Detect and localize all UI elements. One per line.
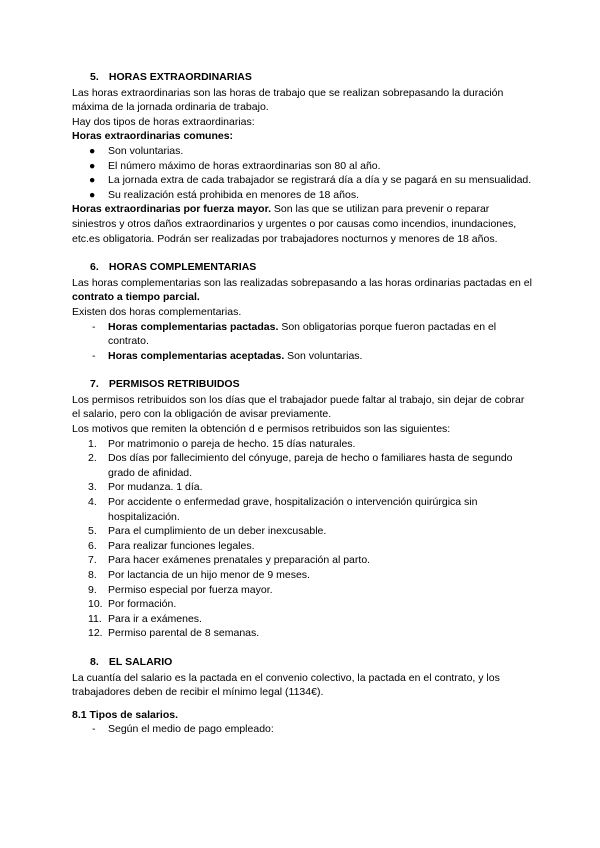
section-5-fuerza-mayor-paragraph	[72, 202, 532, 246]
list-item: 7. Para hacer exámenes prenatales y preparación al parto.	[88, 554, 371, 567]
section-6-heading	[72, 260, 532, 275]
dash-icon: -	[92, 320, 96, 333]
section-5-subheading-comunes: Horas extraordinarias comunes:	[72, 130, 234, 143]
section-8-heading	[72, 655, 532, 670]
list-item: 2. Dos días por fallecimiento del cónyuge, pareja de hecho o familiares hasta de segundo grado de afinidad.	[88, 452, 513, 479]
list-item: 5. Para el cumplimiento de un deber inexcusable.	[88, 525, 327, 538]
section-5-title: HORAS EXTRAORDINARIAS	[108, 71, 252, 83]
bullet-icon: ●	[89, 174, 96, 187]
dash-icon: -	[92, 349, 96, 362]
bullet-icon: ●	[89, 188, 96, 201]
bullet-icon: ●	[89, 144, 96, 157]
list-item: 9. Permiso especial por fuerza mayor.	[88, 583, 273, 596]
section-8-number: 8.	[90, 655, 99, 668]
section-5-heading	[72, 70, 532, 85]
list-item: - Horas complementarias pactadas. Son obligatorias porque fueron pactadas en el contrato.	[92, 320, 497, 348]
list-item: 10. Por formación.	[88, 598, 177, 611]
section-7-heading	[72, 377, 532, 392]
section-6-dash-list	[72, 320, 532, 364]
section-5-number: 5.	[90, 71, 99, 83]
section-7-paragraph-1: Los permisos retribuidos son los días que el trabajador puede faltar al trabajo, sin dejar de cobrar el salario, pero con la obligación de avisar previamente.	[72, 393, 525, 421]
list-item: 12. Permiso parental de 8 semanas.	[88, 627, 260, 640]
section-6-number: 6.	[90, 261, 99, 274]
section-8-1-dash-list	[72, 722, 532, 737]
section-7-number: 7.	[90, 378, 99, 391]
list-item: 3. Por mudanza. 1 día.	[88, 481, 203, 494]
list-item: ● El número máximo de horas extraordinarias son 80 al año.	[89, 159, 381, 172]
section-6-title: HORAS COMPLEMENTARIAS	[108, 261, 257, 274]
section-5-fuerza-mayor-label: Horas extraordinarias por fuerza mayor.	[72, 203, 271, 216]
document-content	[72, 70, 532, 737]
section-6-paragraph-1: Las horas complementarias son las realizadas sobrepasando a las horas ordinarias pactadas en el contrato a tiempo parcial.	[72, 276, 532, 304]
list-item: 11. Para ir a exámenes.	[88, 612, 202, 625]
section-5-paragraph-1: Las horas extraordinarias son las horas de trabajo que se realizan sobrepasando la duración máxima de la jornada ordinaria de trabajo.	[72, 86, 504, 114]
list-item: 1. Por matrimonio o pareja de hecho. 15 días naturales.	[88, 437, 356, 450]
section-8-paragraph-1: La cuantía del salario es la pactada en el convenio colectivo, la pactada en el contrato, y los trabajadores deben de recibir el mínimo legal (1134€).	[72, 671, 500, 699]
list-item: ● La jornada extra de cada trabajador se registrará día a día y se pagará en su mensualidad.	[89, 174, 532, 187]
section-7-title: PERMISOS RETRIBUIDOS	[108, 378, 240, 391]
section-6-contrato-label: contrato a tiempo parcial.	[72, 291, 200, 304]
list-item: 6. Para realizar funciones legales.	[88, 539, 255, 552]
list-item: ● Su realización está prohibida en menores de 18 años.	[89, 188, 359, 201]
list-item: - Horas complementarias aceptadas. Son voluntarias.	[92, 349, 363, 362]
bullet-icon: ●	[89, 159, 96, 172]
dash-icon: -	[92, 723, 96, 736]
list-item: ● Son voluntarias.	[89, 144, 184, 157]
list-item: - Según el medio de pago empleado:	[92, 723, 274, 736]
section-5-paragraph-2: Hay dos tipos de horas extraordinarias:	[72, 115, 255, 128]
section-5-bullet-list	[72, 144, 532, 202]
list-item: 8. Por lactancia de un hijo menor de 9 meses.	[88, 569, 310, 581]
list-item: 4. Por accidente o enfermedad grave, hospitalización o intervención quirúrgica sin hospitalización.	[88, 496, 478, 523]
section-8-title: EL SALARIO	[108, 655, 173, 668]
section-7-paragraph-2: Los motivos que remiten la obtención d e permisos retribuidos son las siguientes:	[72, 423, 451, 436]
section-5-fuerza-mayor-text: Son las que se utilizan para prevenir o reparar siniestros y otros daños extraordinarios y urgentes o por causas como incendios, inundaciones, etc.es obligatoria. Podrán ser realizadas por trabajadores nocturnos y menores de 18 años.	[72, 203, 517, 245]
section-7-numbered-list	[72, 437, 532, 641]
section-6-paragraph-2: Existen dos horas complementarias.	[72, 305, 242, 318]
section-8-1-subheading: 8.1 Tipos de salarios.	[72, 708, 179, 721]
